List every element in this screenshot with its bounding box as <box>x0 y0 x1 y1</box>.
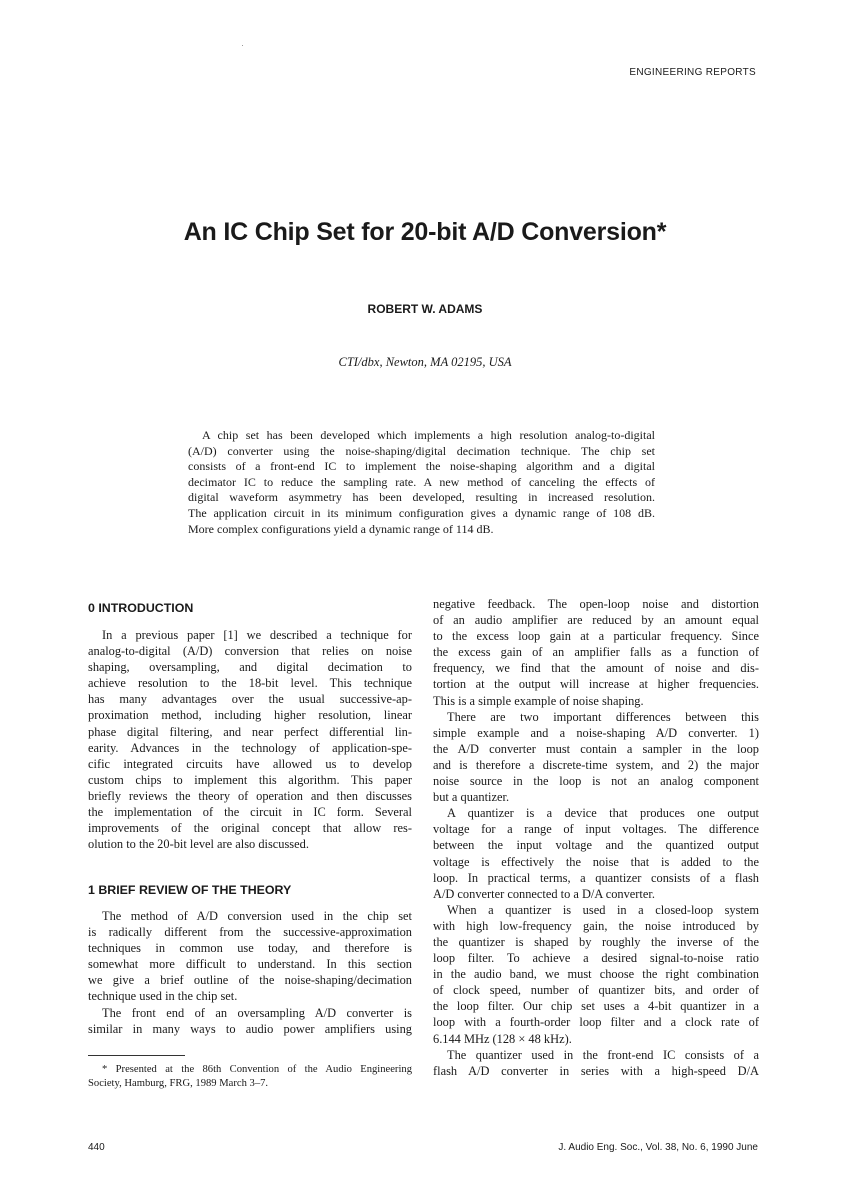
author-affiliation: CTI/dbx, Newton, MA 02195, USA <box>338 355 512 369</box>
body-line: loop with a fourth-order loop filter and a clock rate of <box>433 1015 759 1030</box>
body-line: between the input voltage and the quantized output <box>433 838 759 853</box>
body-line: technique used in the chip set. <box>88 989 238 1004</box>
theory-body <box>88 908 412 1037</box>
body-line: the implementation of the circuit in IC form. Several <box>88 805 412 820</box>
footnote-line: * Presented at the 86th Convention of the Audio Engineering <box>102 1064 412 1075</box>
footnote-divider <box>88 1055 185 1056</box>
body-line: similar in many ways to audio power amplifiers using <box>88 1021 412 1036</box>
body-line: of an audio amplifier are reduced by an amount equal <box>433 613 759 628</box>
body-line: simple example and a noise-shaping A/D converter. 1) <box>433 725 759 740</box>
body-line: and is therefore a discrete-time system, and 2) the major <box>433 757 759 772</box>
abstract-line: digital waveform asymmetry has been developed, resulting in increased resolution. <box>188 490 655 505</box>
body-line: the loop filter. Our chip set uses a 4-bit quantizer in a <box>433 999 759 1014</box>
body-line: the quantizer is shaped by roughly the inverse of the <box>433 934 759 949</box>
body-line: analog-to-digital (A/D) conversion that relies on noise <box>88 644 412 659</box>
body-line: to the excess loop gain at a particular frequency. Since <box>433 629 759 644</box>
body-line: we give a brief outline of the noise-shaping/decimation <box>88 973 412 988</box>
body-line: frequency, we find that the amount of noise and dis- <box>433 661 759 676</box>
section-heading-introduction: 0 INTRODUCTION <box>88 601 194 615</box>
body-line: briefly reviews the theory of operation and then discusses <box>88 788 412 803</box>
body-line: cific integrated circuits have allowed us to develop <box>88 756 412 771</box>
author-name: ROBERT W. ADAMS <box>367 302 483 316</box>
body-line: the A/D converter must contain a sampler in the loop <box>433 741 759 756</box>
body-line: earity. Advances in the technology of application-spe- <box>88 740 412 755</box>
paper-title: An IC Chip Set for 20-bit A/D Conversion* <box>183 218 667 246</box>
abstract-line: The application circuit in its minimum configuration gives a dynamic range of 108 dB. <box>188 505 655 520</box>
body-line: but a quantizer. <box>433 790 510 805</box>
page-number: 440 <box>88 1142 105 1153</box>
body-line: somewhat more difficult to understand. In this section <box>88 957 412 972</box>
body-line: noise source in the loop is not an analog component <box>433 774 759 789</box>
footnote-line: Society, Hamburg, FRG, 1989 March 3–7. <box>88 1077 269 1089</box>
body-line: The quantizer used in the front-end IC consists of a <box>447 1047 759 1062</box>
body-line: voltage is effectively the noise that is added to the <box>433 854 759 869</box>
body-line: proximation method, including higher resolution, linear <box>88 708 412 723</box>
footnote <box>88 1063 412 1090</box>
body-line: This is a simple example of noise shaping. <box>433 693 644 708</box>
body-line: loop. In practical terms, a quantizer consists of a flash <box>433 870 759 885</box>
body-line: shaping, oversampling, and digital decimation to <box>88 660 412 675</box>
body-line: A/D converter connected to a D/A converter. <box>433 886 655 901</box>
body-line: with high low-frequency gain, the noise introduced by <box>433 918 759 933</box>
body-line: The front end of an oversampling A/D converter is <box>102 1005 412 1020</box>
body-line: custom chips to implement this algorithm. This paper <box>88 772 412 787</box>
scan-speck <box>242 45 243 46</box>
body-line: achieve resolution to the 18-bit level. This technique <box>88 676 412 691</box>
introduction-body <box>88 627 412 852</box>
body-line: techniques in common use today, and therefore is <box>88 941 412 956</box>
body-line: in the audio band, we must choose the right combination <box>433 967 759 982</box>
running-header: ENGINEERING REPORTS <box>629 67 756 78</box>
body-line: When a quantizer is used in a closed-loop system <box>447 902 759 917</box>
right-column-body <box>433 596 759 1079</box>
body-line: improvements of the original concept that allow res- <box>88 821 412 836</box>
body-line: tortion at the output will increase at higher frequencies. <box>433 677 759 692</box>
body-line: 6.144 MHz (128 × 48 kHz). <box>433 1031 572 1046</box>
body-line: of clock speed, number of quantizer bits, and order of <box>433 983 759 998</box>
body-line: A quantizer is a device that produces one output <box>447 806 759 821</box>
body-line: the excess gain of an amplifier falls as a function of <box>433 645 759 660</box>
body-line: There are two important differences between this <box>447 709 759 724</box>
abstract-line: consists of a front-end IC to implement the noise-shaping algorithm and a digital <box>188 459 655 474</box>
body-line: The method of A/D conversion used in the chip set <box>102 909 412 923</box>
body-line: has many advantages over the usual successive-ap- <box>88 692 412 707</box>
body-line: voltage for a range of input voltages. The difference <box>433 822 759 837</box>
abstract-line: More complex configurations yield a dynamic range of 114 dB. <box>188 521 494 536</box>
abstract-line: (A/D) converter using the noise-shaping/digital decimation technique. The chip set <box>188 443 655 458</box>
abstract <box>188 428 655 537</box>
body-line: olution to the 20-bit level are also discussed. <box>88 837 309 852</box>
body-line: phase digital filtering, and near perfect differential lin- <box>88 724 412 739</box>
body-line: loop filter. To achieve a desired signal-to-noise ratio <box>433 951 759 966</box>
body-line: negative feedback. The open-loop noise and distortion <box>433 597 759 611</box>
body-line: is radically different from the successive-approximation <box>88 925 412 940</box>
abstract-line: decimator IC to reduce the sampling rate. A new method of canceling the effects of <box>188 474 655 489</box>
abstract-line: A chip set has been developed which implements a high resolution analog-to-digital <box>202 428 655 442</box>
body-line: flash A/D converter in series with a high-speed D/A <box>433 1063 759 1078</box>
section-heading-theory: 1 BRIEF REVIEW OF THE THEORY <box>88 883 292 897</box>
journal-reference: J. Audio Eng. Soc., Vol. 38, No. 6, 1990 June <box>558 1142 758 1153</box>
body-line: In a previous paper [1] we described a technique for <box>102 628 412 642</box>
